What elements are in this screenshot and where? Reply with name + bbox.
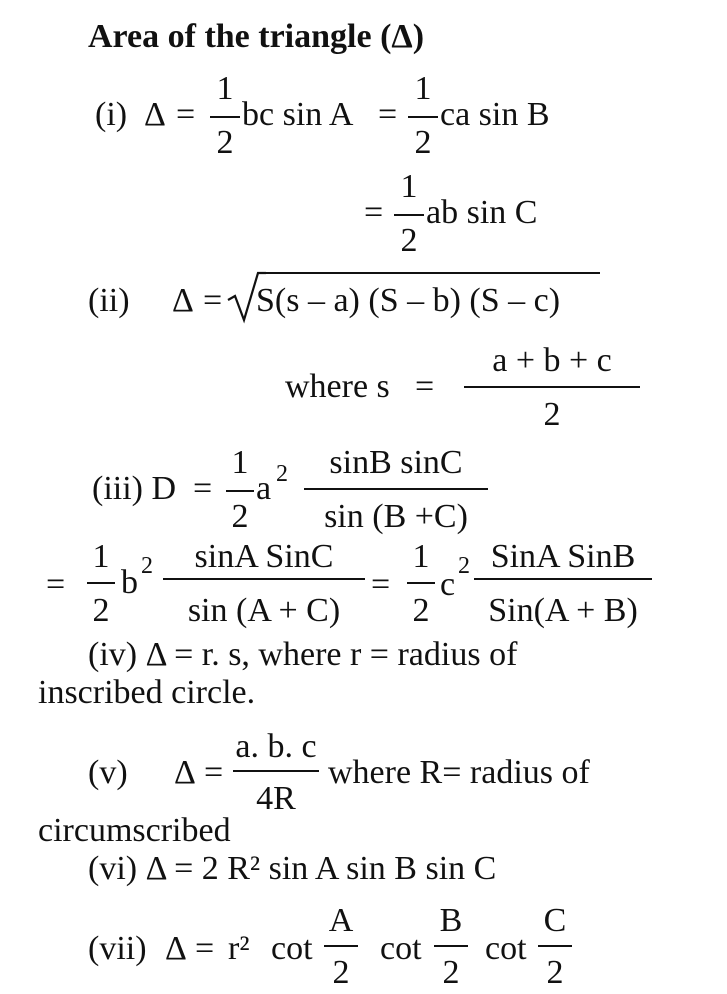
sqrt-radicand: S(s – a) (S – b) (S – c): [256, 282, 561, 319]
term-ca-sinB: ca sin B: [440, 96, 550, 133]
fraction-bar: [408, 116, 438, 118]
formula-iii-label: (iii) D: [92, 470, 177, 507]
fraction-bar: [394, 214, 424, 216]
equals-sign: =: [364, 194, 384, 231]
s-numerator: a + b + c: [492, 342, 612, 379]
fraction-bar: [163, 578, 365, 580]
page-title: Area of the triangle (Δ): [88, 18, 425, 55]
cot-term: cot: [485, 930, 527, 967]
fraction-bar: [474, 578, 652, 580]
denominator-sin-B-C: sin (B +C): [324, 498, 468, 535]
fraction-bar: [304, 488, 488, 490]
delta-symbol: Δ: [144, 96, 166, 133]
fraction-bar: [407, 582, 435, 584]
formula-vi: (vi) Δ = 2 R² sin A sin B sin C: [88, 850, 497, 887]
half-angle-A-denominator: 2: [332, 954, 350, 991]
numerator-one: 1: [414, 70, 432, 107]
exponent: 2: [276, 461, 288, 487]
denominator-two: 2: [412, 592, 430, 629]
numerator-one: 1: [231, 444, 249, 481]
denominator-4R: 4R: [256, 780, 296, 817]
fraction-bar: [226, 490, 254, 492]
term-ab-sinC: ab sin C: [426, 194, 538, 231]
denominator-two: 2: [92, 592, 110, 629]
delta-symbol: Δ: [174, 754, 196, 791]
where-s-label: where s: [285, 368, 390, 405]
exponent: 2: [141, 553, 153, 579]
half-angle-B-denominator: 2: [442, 954, 460, 991]
b-term: b: [121, 564, 138, 601]
denominator-sin-A-B: Sin(A + B): [488, 592, 638, 629]
formula-i-label: (i): [95, 96, 128, 133]
exponent: 2: [458, 553, 470, 579]
numerator-one: 1: [412, 538, 430, 575]
numerator-abc: a. b. c: [235, 728, 317, 765]
fraction-bar: [87, 582, 115, 584]
equals-sign: =: [176, 96, 196, 133]
c-term: c: [440, 566, 456, 603]
equals-sign: =: [193, 470, 213, 507]
numerator-sinB-sinC: sinB sinC: [329, 444, 463, 481]
s-denominator: 2: [543, 396, 561, 433]
equals-sign: =: [195, 930, 215, 967]
formula-iv-line: (iv) Δ = r. s, where r = radius of: [88, 636, 518, 673]
half-angle-C-denominator: 2: [546, 954, 564, 991]
half-angle-C-numerator: C: [543, 902, 567, 939]
equals-sign: =: [204, 754, 224, 791]
fraction-bar: [464, 386, 640, 388]
fraction-bar: [434, 945, 468, 947]
fraction-bar: [233, 770, 319, 772]
r-squared: r²: [228, 930, 250, 967]
equals-sign: =: [371, 566, 391, 603]
numerator-one: 1: [92, 538, 110, 575]
sqrt-overline: [264, 272, 600, 274]
denominator-two: 2: [231, 498, 249, 535]
numerator-sinA-sinB: SinA SinB: [490, 538, 636, 575]
formula-v-continuation: circumscribed: [38, 812, 231, 849]
half-angle-A-numerator: A: [328, 902, 354, 939]
denominator-two: 2: [400, 222, 418, 259]
formula-iv-continuation: inscribed circle.: [38, 674, 256, 711]
numerator-sinA-sinC: sinA SinC: [194, 538, 334, 575]
equals-sign: =: [46, 566, 66, 603]
equals-sign: =: [415, 368, 435, 405]
term-bc-sinA: bc sin A: [242, 96, 354, 133]
cot-term: cot: [271, 930, 313, 967]
denominator-sin-A-C: sin (A + C): [187, 592, 341, 629]
denominator-two: 2: [414, 124, 432, 161]
delta-symbol: Δ: [165, 930, 187, 967]
cot-term: cot: [380, 930, 422, 967]
half-angle-B-numerator: B: [439, 902, 463, 939]
fraction-bar: [538, 945, 572, 947]
denominator-two: 2: [216, 124, 234, 161]
equals-sign: =: [378, 96, 398, 133]
delta-symbol: Δ: [172, 282, 194, 319]
fraction-bar: [324, 945, 358, 947]
a-term: a: [256, 470, 272, 507]
numerator-one: 1: [216, 70, 234, 107]
equals-sign: =: [203, 282, 223, 319]
formula-ii-label: (ii): [88, 282, 130, 319]
formula-vii-label: (vii): [88, 930, 147, 967]
where-R-text: where R= radius of: [328, 754, 590, 791]
formula-v-label: (v): [88, 754, 128, 791]
numerator-one: 1: [400, 168, 418, 205]
fraction-bar: [210, 116, 240, 118]
